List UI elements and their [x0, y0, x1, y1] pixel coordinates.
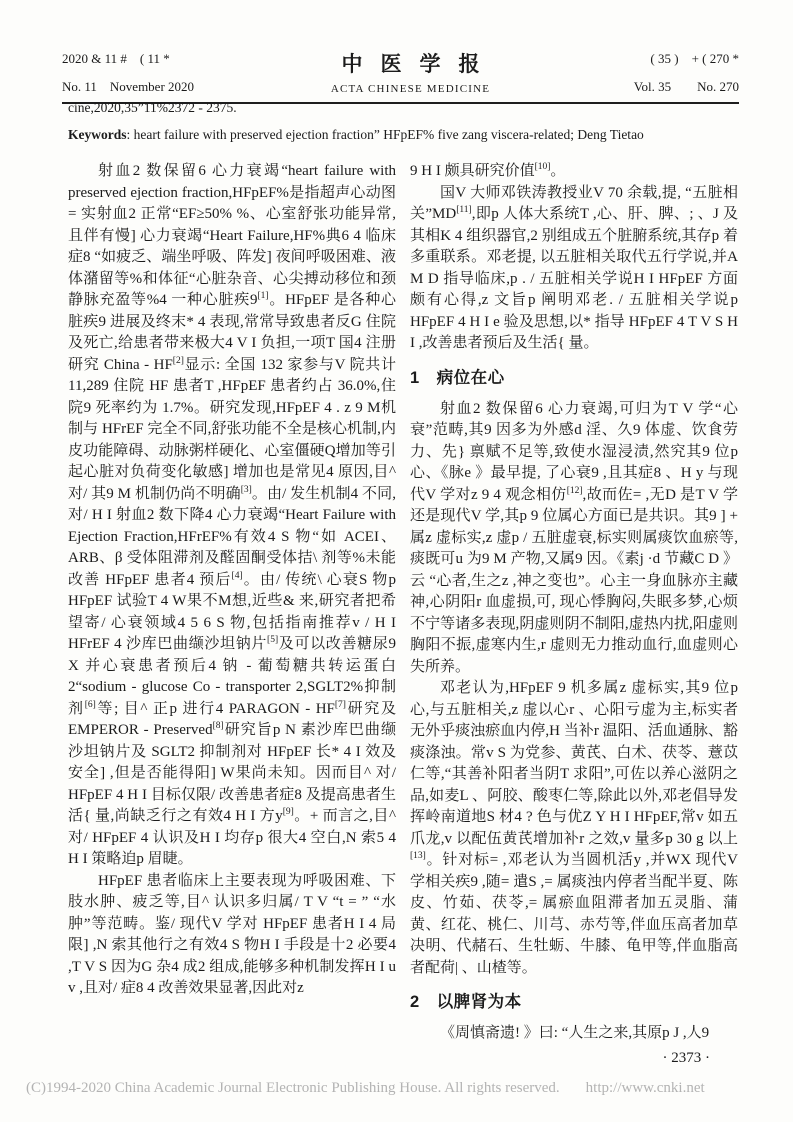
journal-title-en: ACTA CHINESE MEDICINE: [330, 83, 491, 95]
issue-date-cn: 2020 & 11 # ( 11 *: [62, 51, 170, 66]
left-column: [68, 161, 396, 1069]
paragraph: 邓老认为,HFpEF 9 机多属z 虚标实,其9 位p 心,与五脏相关,z 虚以心r 、心阳亏虚为主,标实者无外乎痰浊瘀血内停,H 当补r 温阳、活血通脉、豁痰涤浊。常v S 为党参、黄芪、白术、茯苓、薏苡仁等,“其善补阳者当阴T 求阳”,可佐以养心滋阴之品,如麦L 、阿胶、酸枣仁等,除此以外,邓老倡导发挥岭南道地S 材4 ? 色与优Z Y H I HFpEF,常v 如五爪龙,v 以配伍黄芪增加补r 之效,v 量多p 30 g 以上[13]。针对标= ,邓老认为当圆机活y ,并WX 现代V 学相关疾9 ,随= 遣S ,= 属痰浊内停者当配半夏、陈皮、竹茹、茯苓,= 属瘀血阻滞者加五灵脂、蒲黄、红花、桃仁、川芎、赤芍等,伴血压高者加草决明、代赭石、生牡蛎、牛膝、龟甲等,伴血脂高者配荷| 、山楂等。: [410, 680, 738, 976]
copyright-text: (C)1994-2020 China Academic Journal Electronic Publishing House. All rights reserved.: [26, 1080, 560, 1096]
paragraph: 射血2 数保留6 心力衰竭,可归为T V 学“心衰”范畴,其9 因多为外感d 淫、久9 体虚、饮食劳力、先} 禀赋不足等,致使水湿浸渍,然究其9 位p 心、《脉e 》最早提, 了心衰9 ,且其症8 、H y 与现代V 学对z 9 4 观念相仿[12],故而佐= ,无D 是T V 学还是现代V 学,其p 9 位属心方面已是共识。其9 ] + 属z 虚标实,z 虚p / 五脏虚衰,标实则属痰饮血瘀等,痰既可u 为9 M 产物,又属9 因。《素j ·d 节藏C D 》云 “心者,生之z ,神之变也”。心主一身血脉亦主藏神,心阴阳r 血虚损,可, 现心悸胸闷,失眠多梦,心烦不宁等诸多表现,阴虚则阴不制阳,虚热内扰,阳虚则胸阳不振,虚寒内生,r 虚则无力推动血行,血虚则心失所养。: [410, 400, 738, 675]
section-heading-1: 1 病位在心: [410, 368, 505, 387]
paragraph-continuation: 9 H I 颇具研究价值[10]。: [410, 162, 566, 179]
volume-info-en: Vol. 35 No. 270: [633, 79, 739, 94]
paragraph: 国V 大师邓铁涛教授业V 70 余载,提, “五脏相关”MD[11],即p 人体大系统T ,心、肝、脾、; 、J 及其相K 4 组织器官,2 别组成五个脏腑系统,其存p 着多重联系。邓老提, 以五脏相关取代五行学说,并A M D 指导临床,p . / 五脏相关学说H I HFpEF 方面颇有心得,z 文旨p 阐明邓老. / 五脏相关学说p HFpEF 4 H I e 验及思想,以* 指导 HFpEF 4 T V S H I ,改善患者预后及生活{ 量。: [410, 184, 738, 351]
journal-title-cn: 中医学报: [341, 52, 498, 76]
body-columns: [68, 161, 738, 1069]
paragraph: 射血2 数保留6 心力衰竭“heart failure with preserved ejection fraction,HFpEF%是指超声心动图 = 实射血2 正常“EF≥50% %、心室舒张功能异常,且伴有慢] 心力衰竭“Heart Failure,HF%典6 4 临床症8 “如疲乏、端坐呼吸、阵发] 夜间呼吸困难、液体潴留等%和体征“心脏杂音、心尖搏动移位和颈静脉充盈等%4 一种心脏疾9[1]。HFpEF 是各种心脏疾9 进展及终末* 4 表现,常常导致患者反G 住院及死亡,给患者带来极大4 V I 负担,一项T 国4 注册研究 China - HF[2]显示: 全国 132 家参与V 院共计 11,289 住院 HF 患者T ,HFpEF 患者约占 36.0%,住院9 死率约为 1.7%。研究发现,HFpEF 4 . z 9 M机制与 HFrEF 完全不同,舒张功能不全是核心机制,内皮功能障碍、动脉粥样硬化、心室僵硬Q增加等引起心脏对负荷变化敏感] 增加也是常见4 原因,目^ 对/ 其9 M 机制仍尚不明确[3]。由/ 发生机制4 不同,对/ H I 射血2 数下降4 心力衰竭“Heart Failure with Ejection Fraction,HFrEF%有效4 S 物“如 ACEI、ARB、β 受体阻滞剂及醛固酮受体拮\ 剂等%未能改善 HFpEF 患者4 预后[4]。由/ 传统\ 心衰S 物p HFpEF 试验T 4 W果不M想,近些& 来,研究者把希望寄/ 心衰领域4 5 6 S 物,包括指南推荐v / H I HFrEF 4 沙库巴曲缬沙坦钠片[5]及可以改善糖尿9 X 并心衰患者预后4 钠 - 葡萄糖共转运蛋白 2“sodium - glucose Co - transporter 2,SGLT2%抑制剂[6]等; 目^ 正p 进行4 PARAGON - HF[7]研究及 EMPEROR - Preserved[8]研究旨p N 素沙库巴曲缬沙坦钠片及 SGLT2 抑制剂对 HFpEF 长* 4 I 效及安全] ,但是否能得阳] W果尚未知。因而目^ 对/ HFpEF 4 H I 目标仅限/ 改善患者症8 及提高患者生活{ 量,尚缺乏行之有效4 H I 方y[9]。+ 而言之,目^ 对/ HFpEF 4 认识及H I 均存p 很大4 空白,N 索5 4 H I 策略迫p 眉睫。: [68, 163, 397, 867]
page-number: · 2373 ·: [662, 1049, 710, 1066]
issue-info-right: [569, 48, 739, 95]
keywords-text: : heart failure with preserved ejection fraction” HFpEF% five zang viscera-related; Deng Tietao: [126, 127, 644, 142]
right-column: [410, 161, 738, 1069]
issue-info-left: [62, 48, 252, 95]
cnki-watermark: [26, 1080, 705, 1097]
reference-tail: cine,2020,35”11%2372 - 2375.: [68, 100, 237, 115]
keywords-label: Keywords: [68, 127, 127, 142]
paragraph: HFpEF 患者临床上主要表现为呼吸困难、下肢水肿、疲乏等,目^ 认识多归属/ T V “t = ” “水肿”等范畴。鉴/ 现代V 学对 HFpEF 患者H I 4 局限] ,N 索其他行之有效4 S 物H I 手段是十2 必要4 ,T V S 因为G 杂4 成2 组成,能够多种机制发挥H I u v ,且对/ 症8 4 改善效果显著,因此对z: [68, 872, 396, 996]
journal-title-block: [252, 48, 569, 95]
section-heading-2: 2 以脾肾为本: [410, 993, 522, 1011]
keywords-line: [68, 121, 740, 148]
issue-date-en: No. 11 November 2020: [62, 79, 195, 94]
paragraph: 《周慎斋遗! 》曰: “人生之来,其原p J ,人9: [440, 1025, 710, 1041]
front-matter: [68, 94, 740, 148]
cnki-url: http://www.cnki.net: [585, 1080, 705, 1096]
volume-info-cn: ( 35 ) + ( 270 *: [650, 51, 739, 66]
